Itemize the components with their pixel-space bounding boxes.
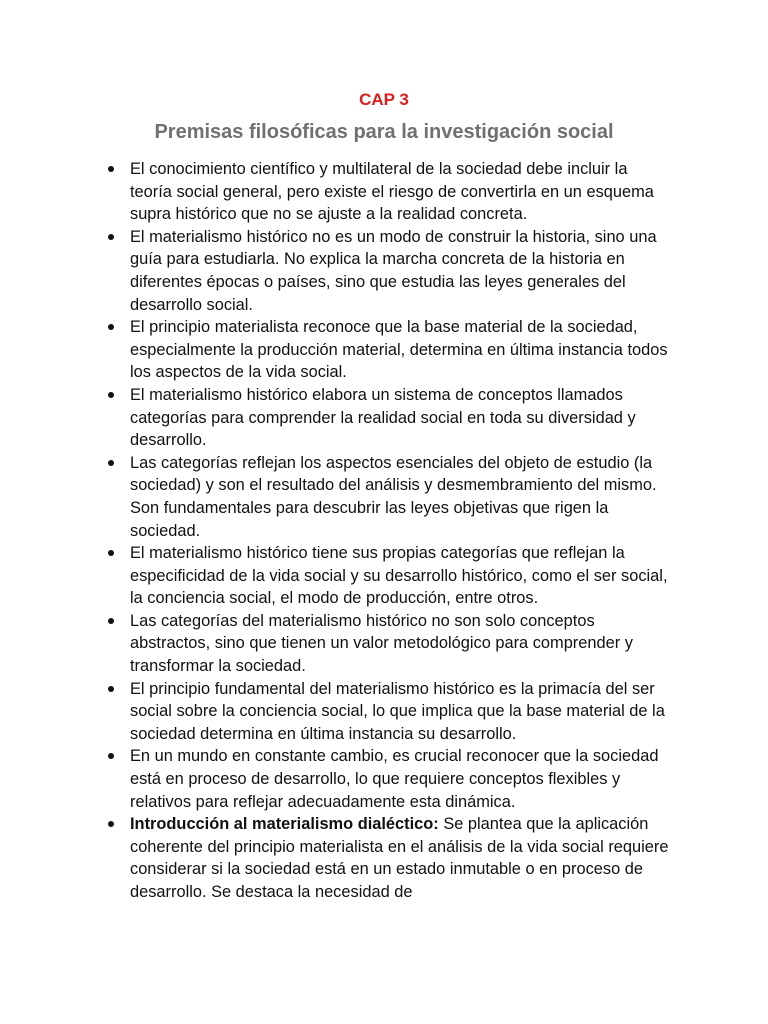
list-item bbox=[130, 678, 670, 746]
list-item bbox=[130, 813, 670, 903]
item-text: El materialismo histórico tiene sus propias categorías que reflejan la especificidad de la vida social y su desarrollo histórico, como el ser social, la conciencia social, el modo de producción, entre otros. bbox=[130, 544, 668, 608]
list-item bbox=[130, 452, 670, 542]
bullet-icon bbox=[108, 324, 114, 330]
bullet-list bbox=[130, 158, 670, 904]
bullet-icon bbox=[108, 753, 114, 759]
item-text: En un mundo en constante cambio, es crucial reconocer que la sociedad está en proceso de desarrollo, lo que requiere conceptos flexibles y relativos para reflejar adecuadamente esta dinámica. bbox=[130, 747, 659, 811]
bullet-icon bbox=[108, 460, 114, 466]
list-item bbox=[130, 745, 670, 813]
item-bold: Introducción al materialismo dialéctico: bbox=[130, 815, 439, 834]
item-text: El materialismo histórico elabora un sistema de conceptos llamados categorías para comprender la realidad social en toda su diversidad y desarrollo. bbox=[130, 385, 636, 450]
list-item bbox=[130, 384, 670, 452]
list-item bbox=[130, 226, 670, 316]
bullet-icon bbox=[108, 166, 114, 172]
bullet-icon bbox=[108, 392, 114, 398]
list-item bbox=[130, 158, 670, 226]
list-item bbox=[130, 316, 670, 384]
bullet-icon bbox=[108, 821, 114, 827]
item-text: Se plantea que la aplicación coherente del principio materialista en el análisis de la vida social requiere considerar si la sociedad está en un estado inmutable o en proceso de desarrollo. Se destaca la necesidad de bbox=[130, 815, 669, 901]
item-text: El principio materialista reconoce que la base material de la sociedad, especialmente la producción material, determina en última instancia todos los aspectos de la vida social. bbox=[130, 318, 668, 382]
item-text: Las categorías del materialismo histórico no son solo conceptos abstractos, sino que tienen un valor metodológico para comprender y transformar la sociedad. bbox=[130, 611, 633, 676]
item-text: El conocimiento científico y multilateral de la sociedad debe incluir la teoría social general, pero existe el riesgo de convertirla en un esquema supra histórico que no se ajuste a la realidad concreta. bbox=[130, 160, 654, 224]
bullet-icon bbox=[108, 234, 114, 240]
bullet-icon bbox=[108, 618, 114, 624]
chapter-label: CAP 3 bbox=[359, 90, 409, 109]
list-item bbox=[130, 542, 670, 610]
bullet-icon bbox=[108, 686, 114, 692]
item-text: El principio fundamental del materialismo histórico es la primacía del ser social sobre la conciencia social, lo que implica que la base material de la sociedad determina en última instancia su desarrollo. bbox=[130, 679, 665, 743]
page-title: Premisas filosóficas para la investigación social bbox=[154, 121, 614, 143]
bullet-icon bbox=[108, 550, 114, 556]
item-text: El materialismo histórico no es un modo de construir la historia, sino una guía para estudiarla. No explica la marcha concreta de la historia en diferentes épocas o países, sino que estudia las leyes generales del desarrollo social. bbox=[130, 227, 657, 314]
list-item bbox=[130, 610, 670, 678]
item-text: Las categorías reflejan los aspectos esenciales del objeto de estudio (la sociedad) y son el resultado del análisis y desmembramiento del mismo. Son fundamentales para descubrir las leyes objetivas que rigen la sociedad. bbox=[130, 453, 657, 540]
